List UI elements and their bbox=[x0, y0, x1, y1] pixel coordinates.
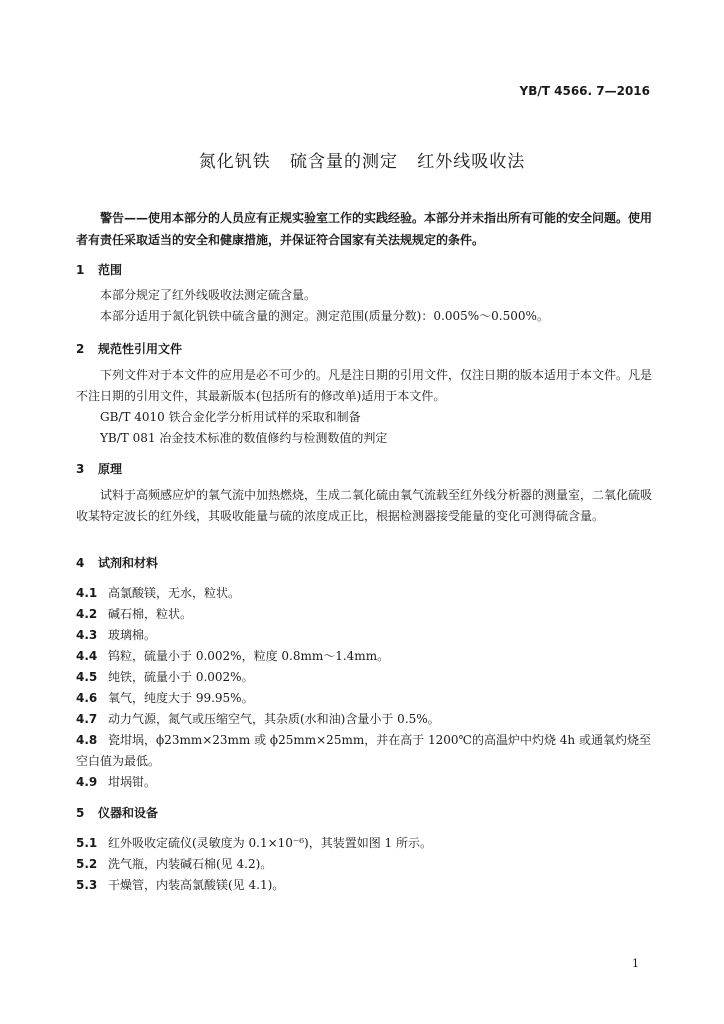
list-item bbox=[76, 772, 654, 793]
item-number: 4.4 bbox=[76, 649, 98, 663]
item-number: 5.2 bbox=[76, 857, 98, 871]
list-item bbox=[76, 875, 654, 896]
item-number: 5.1 bbox=[76, 836, 98, 850]
list-item bbox=[76, 833, 654, 854]
section-title: 原理 bbox=[98, 462, 123, 476]
section-5-heading bbox=[76, 804, 654, 821]
list-item bbox=[76, 583, 654, 604]
section-title: 范围 bbox=[98, 263, 123, 277]
section-title: 规范性引用文件 bbox=[98, 342, 183, 356]
list-item bbox=[76, 667, 654, 688]
item-text: 高氯酸镁，无水，粒状。 bbox=[108, 586, 241, 600]
list-item bbox=[76, 604, 654, 625]
item-text: 干燥管，内装高氯酸镁(见 4.1)。 bbox=[108, 878, 285, 892]
section-1-heading bbox=[76, 261, 654, 278]
item-number: 4.2 bbox=[76, 607, 98, 621]
list-item bbox=[76, 688, 654, 709]
page-number: 1 bbox=[632, 957, 639, 970]
item-number: 4.9 bbox=[76, 775, 98, 789]
section-4-heading bbox=[76, 554, 654, 571]
section-number: 1 bbox=[76, 263, 85, 277]
list-item bbox=[76, 625, 654, 646]
item-text: 洗气瓶，内装碱石棉(见 4.2)。 bbox=[108, 857, 273, 871]
item-number: 4.8 bbox=[76, 733, 98, 747]
section-number: 2 bbox=[76, 342, 85, 356]
item-text: 玻璃棉。 bbox=[108, 628, 157, 642]
list-item bbox=[76, 854, 654, 875]
item-text: 碱石棉，粒状。 bbox=[108, 607, 193, 621]
standard-code: YB/T 4566. 7—2016 bbox=[519, 84, 650, 98]
section-2-paragraph-1: 下列文件对于本文件的应用是必不可少的。凡是注日期的引用文件，仅注日期的版本适用于本文件。凡是不注日期的引用文件，其最新版本(包括所有的修改单)适用于本文件。 bbox=[76, 368, 653, 403]
section-number: 5 bbox=[76, 806, 85, 820]
item-text: 纯铁，硫量小于 0.002%。 bbox=[108, 670, 254, 684]
section-number: 4 bbox=[76, 556, 85, 570]
item-text: 红外吸收定硫仪(灵敏度为 0.1×10⁻⁶)，其装置如图 1 所示。 bbox=[108, 836, 432, 850]
section-3-paragraph-1: 试料于高频感应炉的氧气流中加热燃烧，生成二氧化硫由氧气流载至红外线分析器的测量室，二氧化硫吸收某特定波长的红外线，其吸收能量与硫的浓度成正比，根据检测器接受能量的变化可测得硫含量。 bbox=[76, 488, 653, 523]
item-number: 4.7 bbox=[76, 712, 98, 726]
list-item bbox=[76, 709, 654, 730]
section-2-reference-1: GB/T 4010 铁合金化学分析用试样的采取和制备 bbox=[100, 410, 361, 424]
warning-paragraph: 警告——使用本部分的人员应有正规实验室工作的实践经验。本部分并未指出所有可能的安全问题。使用者有责任采取适当的安全和健康措施，并保证符合国家有关法规规定的条件。 bbox=[76, 211, 653, 247]
item-number: 4.5 bbox=[76, 670, 98, 684]
item-text: 钨粒，硫量小于 0.002%，粒度 0.8mm～1.4mm。 bbox=[108, 649, 390, 663]
item-text: 动力气源，氮气或压缩空气，其杂质(水和油)含量小于 0.5%。 bbox=[108, 712, 440, 726]
item-number: 4.6 bbox=[76, 691, 98, 705]
section-1-paragraph-1: 本部分规定了红外线吸收法测定硫含量。 bbox=[100, 288, 317, 302]
section-title: 试剂和材料 bbox=[98, 556, 159, 570]
item-number: 4.3 bbox=[76, 628, 98, 642]
item-number: 4.1 bbox=[76, 586, 98, 600]
section-2-heading bbox=[76, 340, 654, 357]
section-3-heading bbox=[76, 460, 654, 477]
document-title: 氮化钒铁 硫含量的测定 红外线吸收法 bbox=[198, 152, 526, 172]
item-text: 坩埚钳。 bbox=[108, 775, 157, 789]
section-1-paragraph-2: 本部分适用于氮化钒铁中硫含量的测定。测定范围(质量分数)：0.005%～0.500%。 bbox=[100, 309, 549, 323]
section-2-reference-2: YB/T 081 冶金技术标准的数值修约与检测数值的判定 bbox=[100, 431, 388, 445]
item-text: 瓷坩埚，ϕ23mm×23mm 或 ϕ25mm×25mm，并在高于 1200℃的高温炉中灼烧 4h 或通氧灼烧至空白值为最低。 bbox=[76, 733, 651, 768]
item-number: 5.3 bbox=[76, 878, 98, 892]
item-text: 氧气，纯度大于 99.95%。 bbox=[108, 691, 254, 705]
list-item bbox=[76, 730, 654, 772]
section-number: 3 bbox=[76, 462, 85, 476]
section-title: 仪器和设备 bbox=[98, 806, 159, 820]
list-item bbox=[76, 646, 654, 667]
